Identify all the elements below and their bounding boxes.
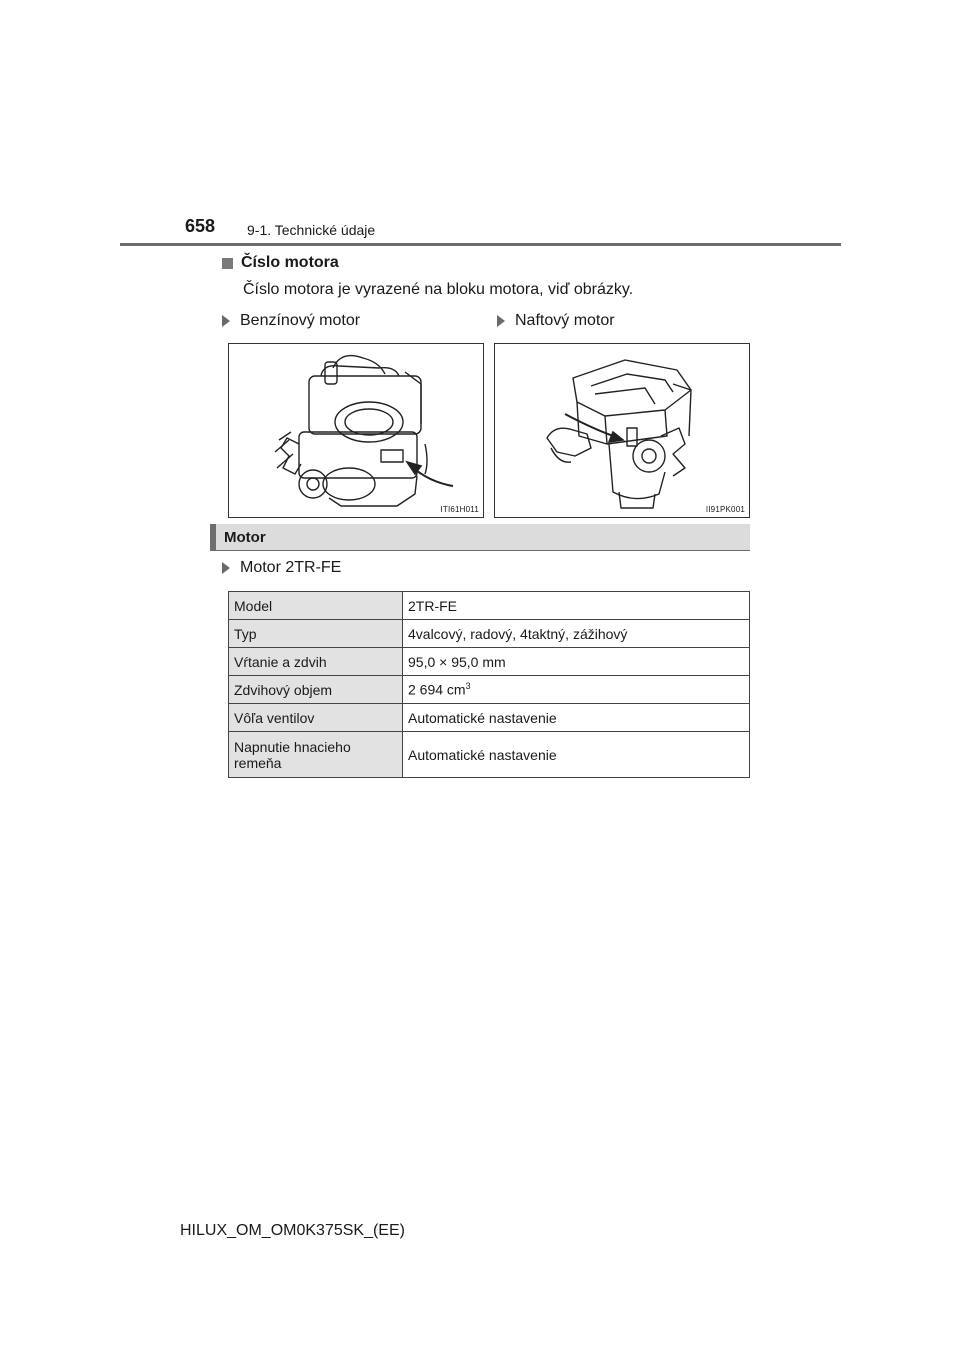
table-row	[229, 704, 750, 732]
engine-number-title: Číslo motora	[241, 254, 339, 271]
diesel-figure-code: II91PK001	[705, 505, 745, 514]
diesel-engine-illustration	[495, 344, 749, 517]
motor-2tr-fe-label	[222, 559, 341, 577]
spec-value: Automatické nastavenie	[403, 732, 750, 778]
page-number: 658	[185, 216, 216, 236]
engine-number-text: Číslo motora je vyrazené na bloku motora, viď obrázky.	[243, 281, 634, 298]
spec-key: Vôľa ventilov	[229, 704, 403, 732]
motor-section-heading	[210, 524, 750, 551]
header-divider	[120, 243, 841, 246]
table-row	[229, 676, 750, 704]
spec-key: Model	[229, 592, 403, 620]
triangle-bullet-icon	[497, 315, 505, 327]
spec-value-cell	[403, 676, 750, 704]
petrol-engine-label-text: Benzínový motor	[240, 312, 361, 329]
spec-value: Automatické nastavenie	[403, 704, 750, 732]
motor-section-title: Motor	[224, 529, 266, 546]
table-row	[229, 620, 750, 648]
spec-value-superscript: 3	[465, 681, 471, 692]
spec-key: Typ	[229, 620, 403, 648]
document-footer: HILUX_OM_OM0K375SK_(EE)	[180, 1222, 405, 1239]
spec-key: Zdvihový objem	[229, 676, 403, 704]
engine-spec-table	[228, 591, 750, 778]
section-title: 9-1. Technické údaje	[247, 222, 376, 238]
spec-value: 2TR-FE	[403, 592, 750, 620]
diesel-engine-label	[497, 312, 615, 330]
motor-subtitle: Motor 2TR-FE	[240, 559, 342, 576]
petrol-engine-illustration	[229, 344, 483, 517]
spec-key: Vŕtanie a zdvih	[229, 648, 403, 676]
triangle-bullet-icon	[222, 315, 230, 327]
petrol-figure-code: ITI61H011	[440, 505, 479, 514]
spec-value: 95,0 × 95,0 mm	[403, 648, 750, 676]
table-row	[229, 592, 750, 620]
diesel-engine-figure	[494, 343, 750, 518]
diesel-engine-label-text: Naftový motor	[515, 312, 615, 329]
table-row	[229, 732, 750, 778]
engine-number-heading	[222, 254, 339, 272]
spec-key: Napnutie hnacieho remeňa	[229, 732, 403, 778]
spec-value: 4valcový, radový, 4taktný, zážihový	[403, 620, 750, 648]
triangle-bullet-icon	[222, 562, 230, 574]
spec-value: 2 694 cm	[408, 681, 466, 698]
petrol-engine-figure	[228, 343, 484, 518]
petrol-engine-label	[222, 312, 360, 330]
table-row	[229, 648, 750, 676]
square-bullet-icon	[222, 258, 233, 269]
